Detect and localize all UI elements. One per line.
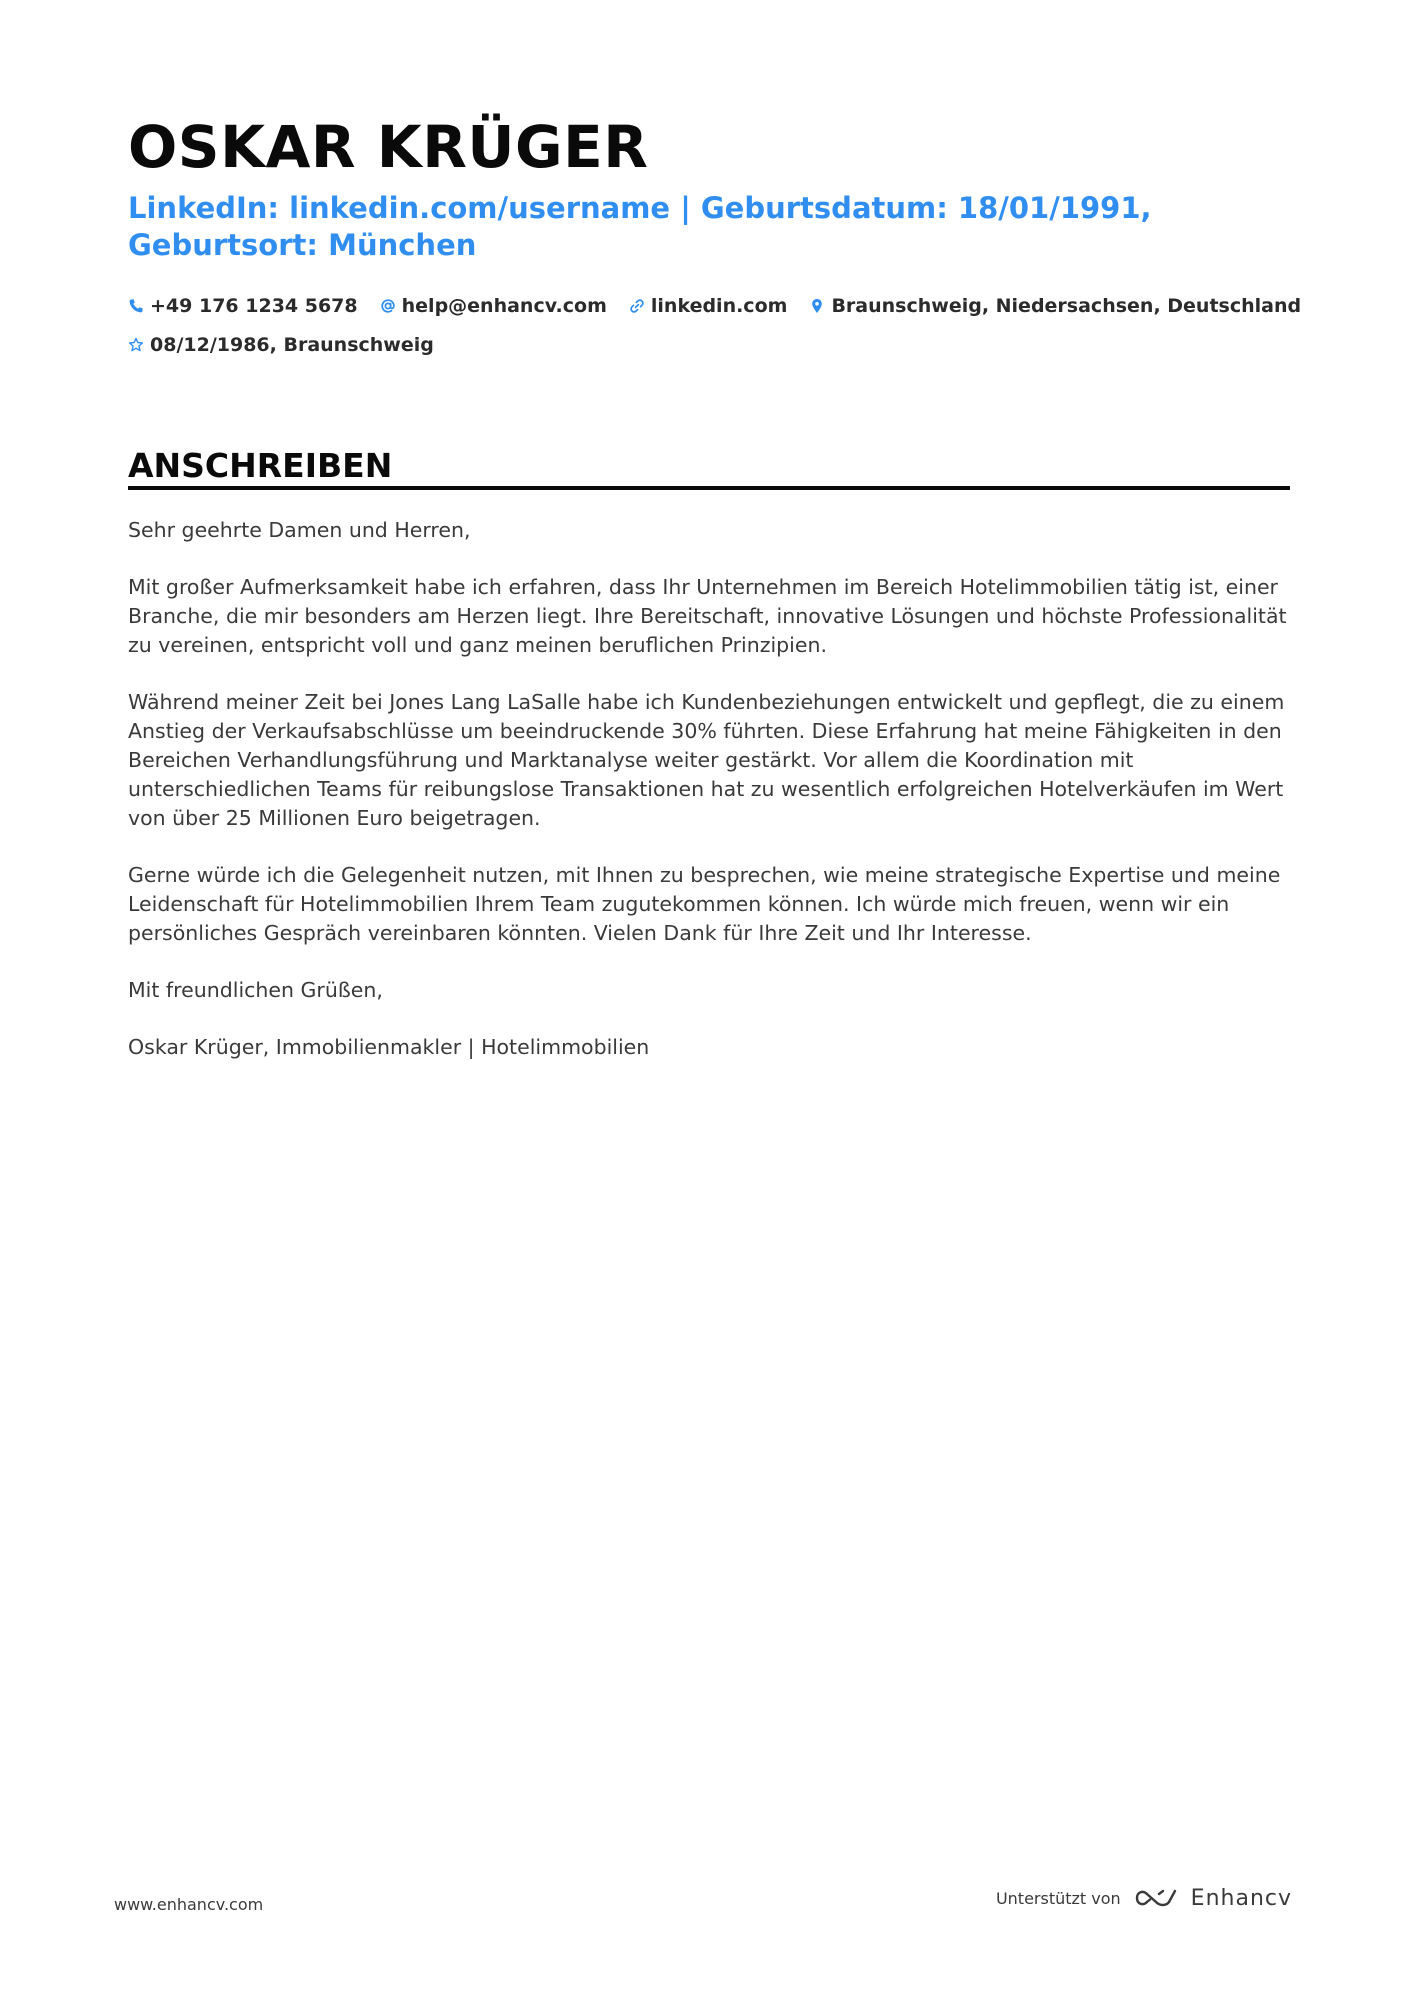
website-link: linkedin.com (650, 295, 788, 317)
enhancv-logo-icon (1133, 1885, 1179, 1911)
contact-website[interactable] (629, 295, 788, 317)
location-text: Braunschweig, Niedersachsen, Deutschland (831, 295, 1302, 317)
star-icon (128, 337, 144, 353)
phone-number: +49 176 1234 5678 (150, 295, 358, 317)
birth-text: 08/12/1986, Braunschweig (150, 334, 434, 356)
footer-website[interactable]: www.enhancv.com (114, 1895, 264, 1914)
contact-birth (128, 334, 434, 356)
contact-row-primary (128, 292, 1302, 320)
letter-closing: Mit freundlichen Grüßen, (128, 978, 383, 1002)
contact-phone[interactable] (128, 295, 358, 317)
contact-email[interactable] (380, 295, 607, 317)
section-title: ANSCHREIBEN (128, 446, 393, 485)
contact-location (809, 295, 1301, 317)
footer-branding (996, 1885, 1292, 1911)
candidate-name: OSKAR KRÜGER (128, 113, 649, 181)
link-icon (629, 298, 645, 314)
letter-paragraph: Mit großer Aufmerksamkeit habe ich erfahren, dass Ihr Unternehmen im Bereich Hotelimmobilien tätig ist, einer Branche, die mir besonders am Herzen liegt. Ihre Bereitschaft, innovative Lösungen und höchste Professionalität zu vereinen, entspricht voll und ganz meinen beruflichen Prinzipien. (128, 575, 1287, 657)
brand-logo[interactable] (1133, 1885, 1292, 1911)
location-pin-icon (809, 298, 825, 314)
email-address: help@enhancv.com (401, 295, 607, 317)
letter-paragraph: Während meiner Zeit bei Jones Lang LaSalle habe ich Kundenbeziehungen entwickelt und gepflegt, die zu einem Anstieg der Verkaufsabschlüsse um beeindruckende 30% führten. Diese Erfahrung hat meine Fähigkeiten in den Bereichen Verhandlungsführung und Marktanalyse weiter gestärkt. Vor allem die Koordination mit unterschiedlichen Teams für reibungslose Transaktionen hat zu wesentlich erfolgreichen Hotelverkäufen im Wert von über 25 Millionen Euro beigetragen. (128, 690, 1285, 830)
contact-row-secondary (128, 331, 1290, 359)
letter-paragraph: Gerne würde ich die Gelegenheit nutzen, mit Ihnen zu besprechen, wie meine strategische Expertise und meine Leidenschaft für Hotelimmobilien Ihrem Team zugutekommen können. Ich würde mich freuen, wenn wir ein persönliches Gespräch vereinbaren könnten. Vielen Dank für Ihre Zeit und Ihr Interesse. (128, 863, 1281, 945)
candidate-subtitle: LinkedIn: linkedin.com/username | Geburtsdatum: 18/01/1991, Geburtsort: München (128, 191, 1152, 262)
brand-name: Enhancv (1190, 1885, 1292, 1911)
phone-icon (128, 298, 144, 314)
letter-body (128, 516, 1290, 1090)
powered-by-label: Unterstützt von (995, 1888, 1121, 1908)
contact-info (128, 292, 1302, 370)
at-icon (380, 298, 396, 314)
letter-signature: Oskar Krüger, Immobilienmakler | Hotelimmobilien (128, 1035, 650, 1059)
letter-salutation: Sehr geehrte Damen und Herren, (128, 518, 471, 542)
section-divider (128, 486, 1290, 490)
